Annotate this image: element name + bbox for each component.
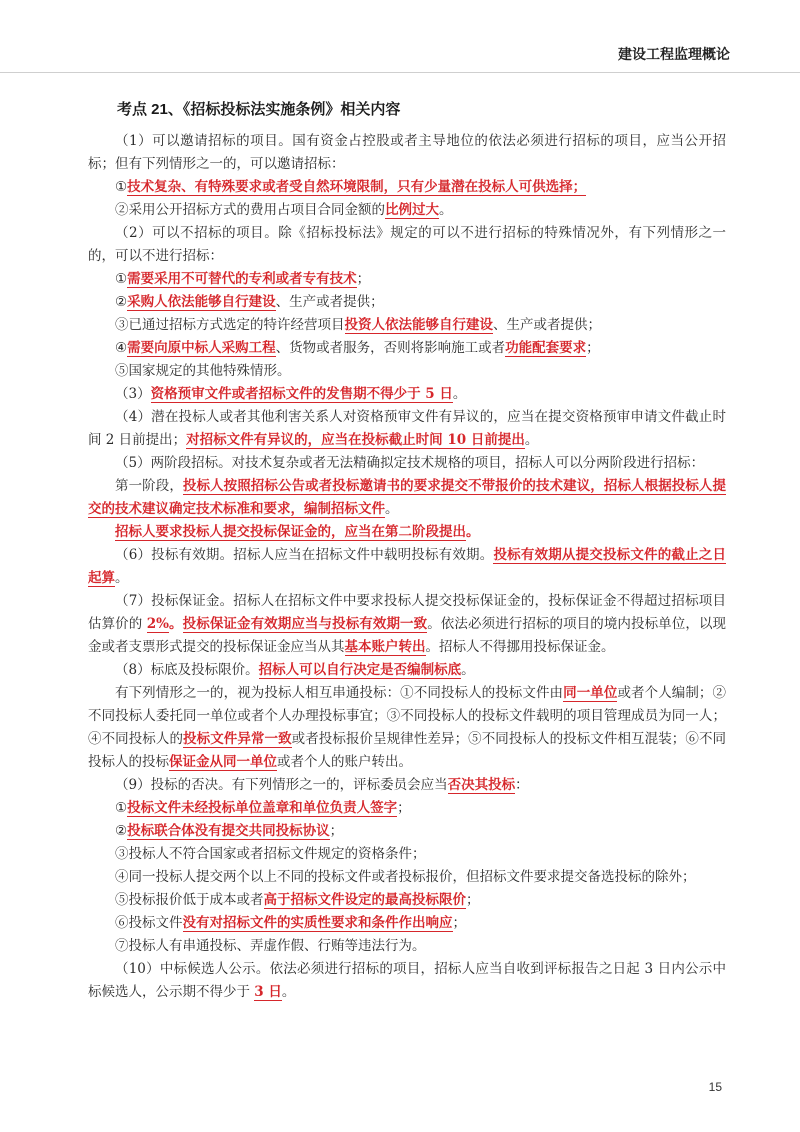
para-rejection: （9）投标的否决。有下列情形之一的，评标委员会应当否决其投标： <box>115 777 529 793</box>
highlight: 否决其投标 <box>447 777 516 793</box>
item-1-2: ②采用公开招标方式的费用占项目合同金额的比例过大。 <box>115 202 453 218</box>
item-9-7: ⑦投标人有串通投标、弄虚作假、行贿等违法行为。 <box>115 938 426 954</box>
para-publicity: （10）中标候选人公示。依法必须进行招标的项目，招标人应当自收到评标报告之日起 3 日内公示中标候选人，公示期不得少于 3 日。 <box>88 961 726 1000</box>
item-9-3: ③投标人不符合国家或者招标文件规定的资格条件； <box>115 846 426 862</box>
highlight: 投标联合体没有提交共同投标协议 <box>127 823 330 839</box>
highlight: 需要采用不可替代的专利或者专有技术 <box>127 271 357 287</box>
highlight: 同一单位 <box>563 685 618 701</box>
highlight: 投标有效期从提交投标文件的截止之日起算 <box>88 547 726 586</box>
item-9-5: ⑤投标报价低于成本或者高于招标文件设定的最高投标限价； <box>115 892 480 908</box>
highlight: 基本账户转出 <box>344 639 426 655</box>
highlight: 功能配套要求 <box>505 340 587 356</box>
running-header: 建设工程监理概论 <box>618 46 730 62</box>
item-9-1: ①投标文件未经投标单位盖章和单位负责人签字； <box>115 800 411 816</box>
para-objection: （4）潜在投标人或者其他利害关系人对资格预审文件有异议的，应当在提交资格预审申请文件截止时间 2 日前提出；对招标文件有异议的，应当在投标截止时间 10 日前提出。 <box>88 409 726 448</box>
body-content <box>88 130 726 1004</box>
item-stage-1: 第一阶段，投标人按照招标公告或者投标邀请书的要求提交不带报价的技术建议，招标人根据投标人提交的技术建议确定技术标准和要求，编制招标文件。 <box>88 478 727 517</box>
header-divider <box>0 72 800 73</box>
highlight: 招标人可以自行决定是否编制标底 <box>258 662 462 678</box>
highlight: 3 日 <box>254 984 282 1000</box>
para-sale-period: （3）资格预审文件或者招标文件的发售期不得少于 5 日。 <box>115 386 467 402</box>
item-2-5: ⑤国家规定的其他特殊情形。 <box>115 363 291 379</box>
highlight: 需要向原中标人采购工程 <box>127 340 276 356</box>
highlight: 资格预审文件或者招标文件的发售期不得少于 5 日 <box>150 386 453 402</box>
para-two-stage: （5）两阶段招标。对技术复杂或者无法精确拟定技术规格的项目，招标人可以分两阶段进行招标： <box>115 455 705 471</box>
item-2-3: ③已通过招标方式选定的特许经营项目投资人依法能够自行建设、生产或者提供； <box>115 317 601 333</box>
highlight: 没有对招标文件的实质性要求和条件作出响应 <box>182 915 453 931</box>
item-1-1: ①技术复杂、有特殊要求或者受自然环境限制，只有少量潜在投标人可供选择； <box>115 179 587 195</box>
page-number: 15 <box>708 1080 722 1094</box>
highlight: 投标人按照招标公告或者投标邀请书的要求提交不带报价的技术建议，招标人根据投标人提交的技术建议确定技术标准和要求，编制招标文件 <box>88 478 727 517</box>
highlight: 投标文件未经投标单位盖章和单位负责人签字 <box>127 800 398 816</box>
item-2-2: ②采购人依法能够自行建设、生产或者提供； <box>115 294 384 310</box>
highlight: 技术复杂、有特殊要求或者受自然环境限制，只有少量潜在投标人可供选择； <box>127 179 587 195</box>
item-9-2: ②投标联合体没有提交共同投标协议； <box>115 823 344 839</box>
section-title: 考点 21、《招标投标法实施条例》相关内容 <box>117 101 401 118</box>
highlight: 保证金从同一单位 <box>169 754 277 770</box>
highlight: 投标文件异常一致 <box>183 731 292 747</box>
highlight: 高于招标文件设定的最高投标限价 <box>263 892 466 908</box>
highlight: 投标保证金有效期应当与投标有效期一致 <box>182 616 428 632</box>
item-2-4: ④需要向原中标人采购工程、货物或者服务，否则将影响施工或者功能配套要求； <box>115 340 600 356</box>
para-validity: （6）投标有效期。招标人应当在招标文件中载明投标有效期。投标有效期从提交投标文件的截止之日起算。 <box>88 547 726 586</box>
para-no-tender: （2）可以不招标的项目。除《招标投标法》规定的可以不进行招标的特殊情况外，有下列情形之一的，可以不进行招标： <box>88 225 726 264</box>
item-9-4: ④同一投标人提交两个以上不同的投标文件或者投标报价，但招标文件要求提交备选投标的除外； <box>115 869 696 885</box>
para-collusion: 有下列情形之一的，视为投标人相互串通投标：①不同投标人的投标文件由同一单位或者个人编制；②不同投标人委托同一单位或者个人办理投标事宜；③不同投标人的投标文件载明的项目管理成员为同一人；④不同投标人的投标文件异常一致或者投标报价呈规律性差异；⑤不同投标人的投标文件相互混装；⑥不同投标人的投标保证金从同一单位或者个人的账户转出。 <box>88 685 727 770</box>
highlight: 比例过大 <box>385 202 439 218</box>
item-stage-2: 招标人要求投标人提交投标保证金的，应当在第二阶段提出。 <box>115 524 480 540</box>
highlight: 招标人要求投标人提交投标保证金的，应当在第二阶段提出 <box>115 524 466 540</box>
para-bond: （7）投标保证金。招标人在招标文件中要求投标人提交投标保证金的，投标保证金不得超过招标项目估算价的 2%。投标保证金有效期应当与投标有效期一致。依法必须进行招标的项目的境内投标单位，以现金或者支票形式提交的投标保证金应当从其基本账户转出。招标人不得挪用投标保证金。 <box>88 593 727 655</box>
highlight: 对招标文件有异议的，应当在投标截止时间 10 日前提出 <box>186 432 525 448</box>
highlight: 投资人依法能够自行建设 <box>344 317 493 333</box>
highlight: 2% <box>146 616 169 632</box>
highlight: 采购人依法能够自行建设 <box>127 294 276 310</box>
item-9-6: ⑥投标文件没有对招标文件的实质性要求和条件作出响应； <box>115 915 466 931</box>
item-2-1: ①需要采用不可替代的专利或者专有技术； <box>115 271 371 287</box>
para-invited-tender: （1）可以邀请招标的项目。国有资金占控股或者主导地位的依法必须进行招标的项目，应当公开招标；但有下列情形之一的，可以邀请招标： <box>88 133 726 172</box>
para-base-price: （8）标底及投标限价。招标人可以自行决定是否编制标底。 <box>115 662 475 678</box>
